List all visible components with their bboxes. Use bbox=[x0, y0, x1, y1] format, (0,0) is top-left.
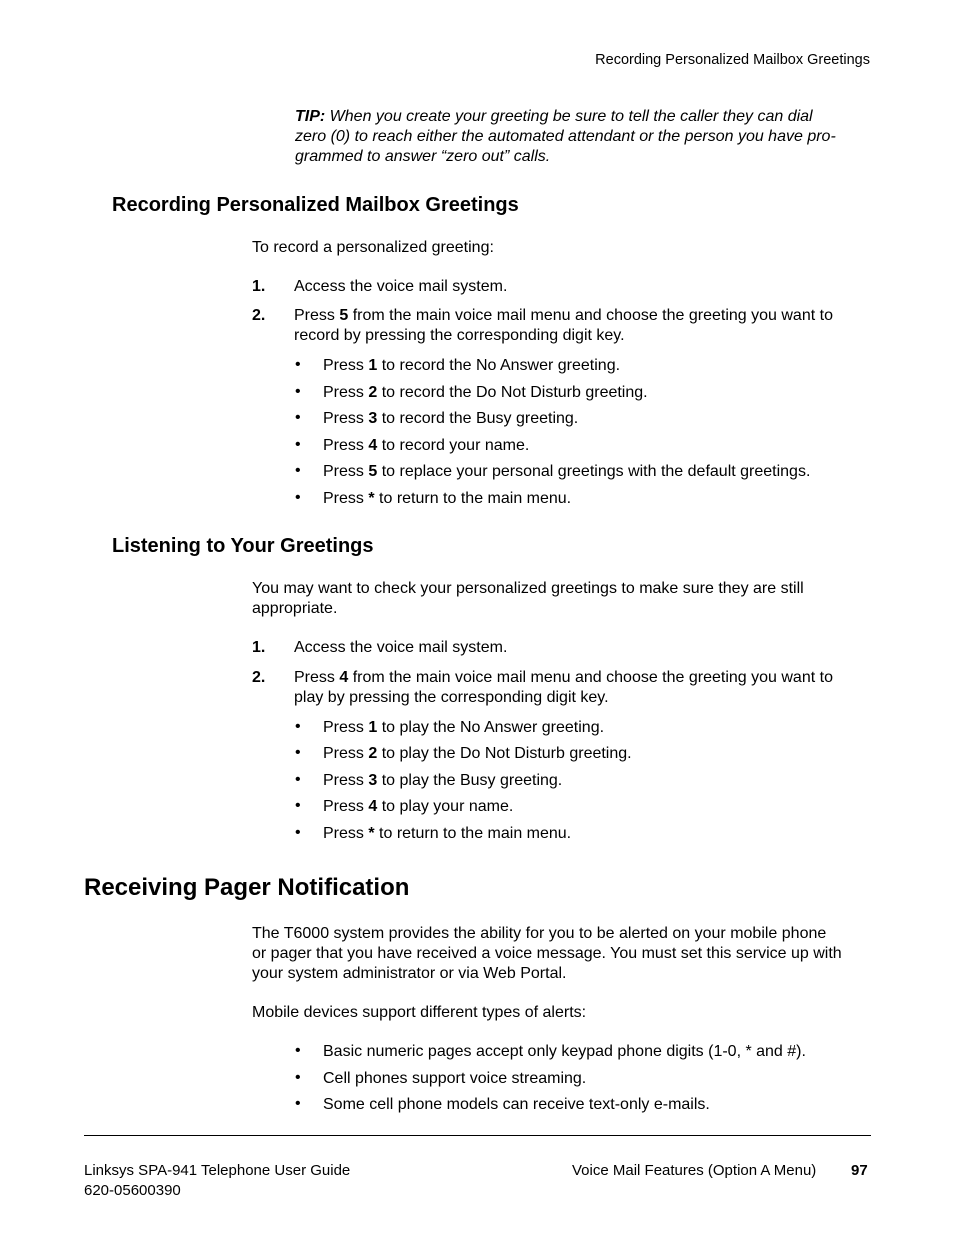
key-label: 5 bbox=[368, 463, 378, 480]
key-label: 4 bbox=[368, 798, 378, 815]
step-text: from the main voice mail menu and choose the greeting you want to bbox=[348, 307, 833, 324]
footer-chapter: Voice Mail Features (Option A Menu) bbox=[572, 1162, 817, 1179]
pager-alert-types-intro: Mobile devices support different types of alerts: bbox=[252, 1004, 587, 1021]
step-text: play by pressing the corresponding digit key. bbox=[294, 689, 609, 706]
key-label: 2 bbox=[368, 745, 378, 762]
key-label: 4 bbox=[368, 437, 378, 454]
step-number: 2. bbox=[252, 307, 266, 324]
bullet-icon: • bbox=[295, 718, 301, 735]
key-label: 3 bbox=[368, 772, 378, 789]
key-label: 3 bbox=[368, 410, 378, 427]
step-number: 1. bbox=[252, 278, 266, 295]
section-heading-recording: Recording Personalized Mailbox Greetings bbox=[112, 194, 519, 216]
step-key: 5 bbox=[339, 307, 349, 324]
bullet-icon: • bbox=[295, 1095, 301, 1112]
tip-line-3: grammed to answer “zero out” calls. bbox=[295, 148, 551, 165]
key-label: 1 bbox=[368, 719, 378, 736]
key-label: 1 bbox=[368, 357, 378, 374]
recording-intro: To record a personalized greeting: bbox=[252, 239, 494, 256]
step-text: record by pressing the corresponding digit key. bbox=[294, 327, 625, 344]
step-number: 1. bbox=[252, 639, 266, 656]
listening-intro: You may want to check your personalized greetings to make sure they are still appropriate. bbox=[252, 580, 804, 617]
running-header: Recording Personalized Mailbox Greetings bbox=[595, 52, 870, 68]
tip-line-1: When you create your greeting be sure to tell the caller they can dial bbox=[329, 108, 813, 125]
bullet-icon: • bbox=[295, 409, 301, 426]
step-text: Access the voice mail system. bbox=[294, 639, 508, 656]
key-label: * bbox=[368, 490, 375, 507]
bullet-icon: • bbox=[295, 436, 301, 453]
tip-note bbox=[295, 107, 875, 167]
page-number: 97 bbox=[851, 1162, 868, 1179]
bullet-icon: • bbox=[295, 771, 301, 788]
step-key: 4 bbox=[339, 669, 349, 686]
bullet-icon: • bbox=[295, 462, 301, 479]
bullet-icon: • bbox=[295, 356, 301, 373]
key-label: 2 bbox=[368, 384, 378, 401]
footer-doc-number: 620-05600390 bbox=[84, 1182, 181, 1199]
bullet-icon: • bbox=[295, 1069, 301, 1086]
step-text: Press bbox=[294, 669, 340, 686]
step-text: Press bbox=[294, 307, 340, 324]
pager-intro: The T6000 system provides the ability for you to be alerted on your mobile phone or pager that you have received a voice message. You must set this service up with your system administrator or via Web Portal. bbox=[252, 925, 842, 982]
bullet-icon: • bbox=[295, 383, 301, 400]
bullet-icon: • bbox=[295, 797, 301, 814]
step-text: from the main voice mail menu and choose the greeting you want to bbox=[348, 669, 833, 686]
step-number: 2. bbox=[252, 669, 266, 686]
footer-doc-title: Linksys SPA-941 Telephone User Guide bbox=[84, 1162, 351, 1179]
bullet-icon: • bbox=[295, 1042, 301, 1059]
tip-line-2: zero (0) to reach either the automated attendant or the person you have pro- bbox=[295, 128, 836, 145]
section-heading-pager: Receiving Pager Notification bbox=[84, 874, 410, 901]
tip-label: TIP: bbox=[295, 108, 326, 125]
key-label: * bbox=[368, 825, 375, 842]
bullet-icon: • bbox=[295, 744, 301, 761]
bullet-icon: • bbox=[295, 824, 301, 841]
footer-divider bbox=[84, 1135, 871, 1136]
bullet-icon: • bbox=[295, 489, 301, 506]
section-heading-listening: Listening to Your Greetings bbox=[112, 535, 374, 557]
step-text: Access the voice mail system. bbox=[294, 278, 508, 295]
